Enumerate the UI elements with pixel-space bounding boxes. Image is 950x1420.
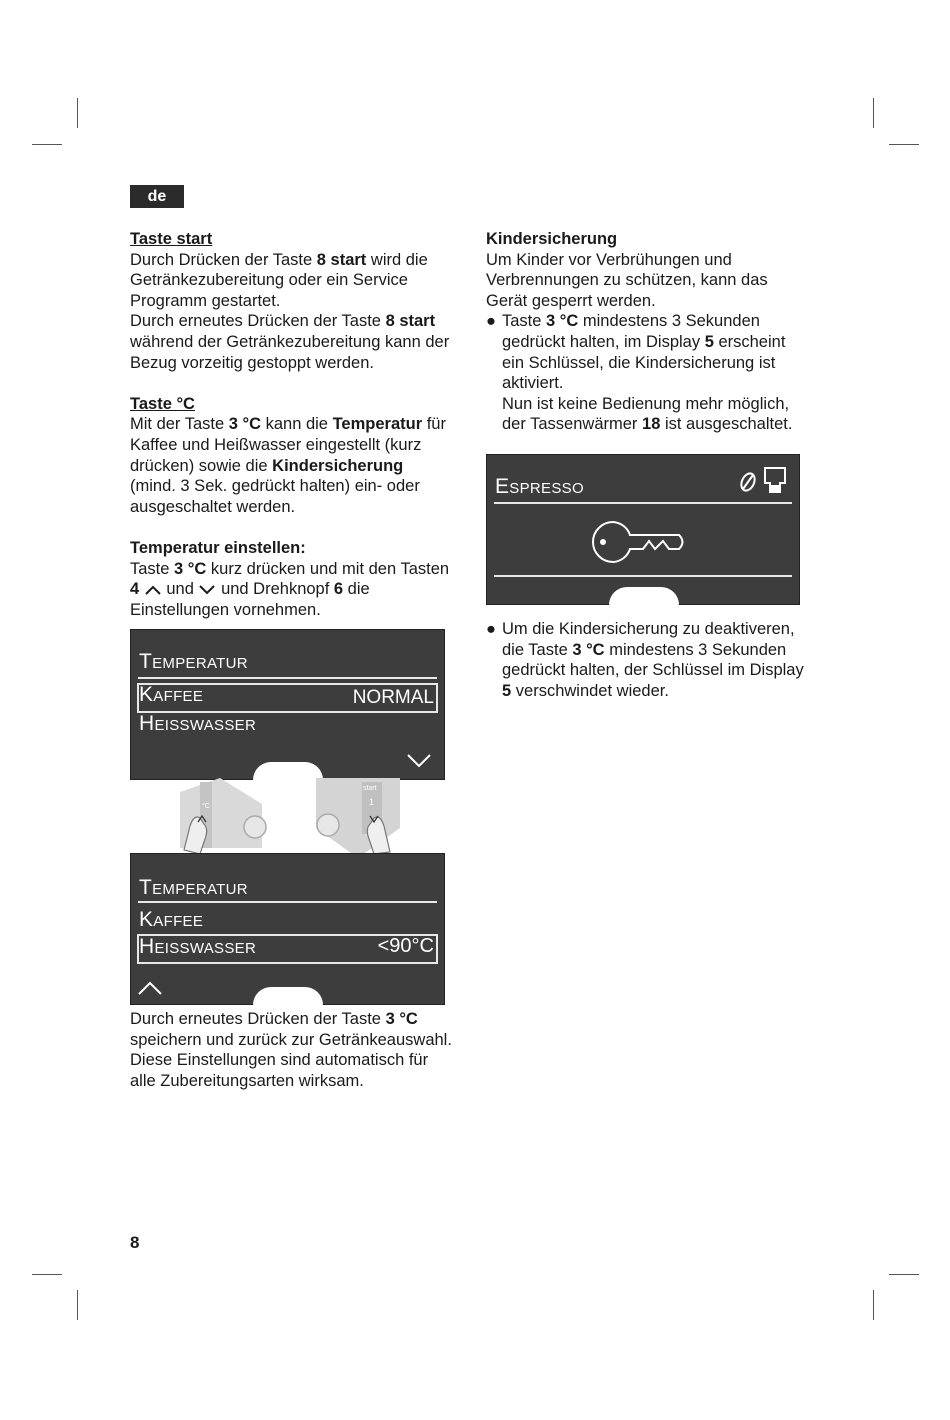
display-divider <box>494 502 792 504</box>
display-notch <box>253 987 323 1005</box>
paragraph-line: alle Zubereitungsarten wirksam. <box>130 1071 364 1090</box>
paragraph-line: drücken) sowie die Kindersicherung <box>130 456 404 475</box>
display-row-heisswasser: Heisswasser <box>139 935 257 958</box>
paragraph-line: Taste 3 °C mindestens 3 Sekunden <box>502 312 760 331</box>
list-item: ● Um die Kindersicherung zu deaktiveren, die Taste 3 °C mindestens 3 Sekunden gedrückt halten, der Schlüssel im Display 5 verschwindet wieder. <box>486 620 804 700</box>
paragraph-line: der Tassenwärmer 18 ist ausgeschaltet. <box>502 415 793 434</box>
crop-mark <box>873 98 874 128</box>
paragraph-line: während der Getränkezubereitung kann der <box>130 332 450 351</box>
crop-mark <box>32 1274 62 1275</box>
paragraph-line: Bezug vorzeitig gestoppt werden. <box>130 353 374 372</box>
paragraph-line: Nun ist keine Bedienung mehr möglich, <box>502 394 790 413</box>
paragraph-line: Kaffee und Heißwasser eingestellt (kurz <box>130 435 422 454</box>
cup-icon <box>763 465 787 495</box>
left-column <box>130 229 470 620</box>
display-title: Temperatur <box>139 650 248 673</box>
button-label-number: 1 <box>369 797 375 807</box>
display-value-normal: NORMAL <box>352 687 434 708</box>
chevron-down-icon <box>198 584 216 596</box>
page-number: 8 <box>130 1233 140 1252</box>
button-label-start: start <box>363 785 377 792</box>
paragraph-line: Getränkezubereitung oder ein Service <box>130 271 408 290</box>
paragraph-line: Durch erneutes Drücken der Taste 8 start <box>130 312 436 331</box>
chevron-up-icon <box>144 584 162 596</box>
left-bottom-text <box>130 1009 475 1091</box>
display-row-kaffee: Kaffee <box>139 683 204 706</box>
paragraph-line: Einstellungen vornehmen. <box>130 600 321 619</box>
coffee-bean-icon <box>739 471 757 493</box>
paragraph-line: speichern und zurück zur Getränkeauswahl. <box>130 1030 452 1049</box>
paragraph-line: Diese Einstellungen sind automatisch für <box>130 1051 429 1070</box>
crop-mark <box>889 144 919 145</box>
taste-start-heading: Taste start <box>130 230 213 248</box>
paragraph-line: gedrückt halten, im Display 5 erscheint <box>502 332 786 351</box>
temperature-heading: Temperatur einstellen: <box>130 538 306 557</box>
crop-mark <box>873 1290 874 1320</box>
paragraph-line: 5 verschwindet wieder. <box>502 681 669 700</box>
paragraph-line: Programm gestartet. <box>130 291 281 310</box>
kindersicherung-heading: Kindersicherung <box>486 230 618 248</box>
list-item: ● Taste 3 °C mindestens 3 Sekunden gedrückt halten, im Display 5 erscheint ein Schlüssel, die Kindersicherung ist aktiviert. Nun ist keine Bedienung mehr möglich, der Tassenwärmer 18 ist ausgeschaltet. <box>486 312 793 434</box>
paragraph-line: aktiviert. <box>502 374 564 393</box>
display-notch <box>609 587 679 605</box>
button-label-celsius: °C <box>202 803 210 810</box>
key-icon <box>591 519 687 565</box>
crop-mark <box>77 98 78 128</box>
paragraph-line: Um die Kindersicherung zu deaktiveren, <box>502 620 795 638</box>
paragraph-line: 4 und und Drehknopf 6 die <box>130 580 370 599</box>
crop-mark <box>77 1290 78 1320</box>
chevron-down-icon <box>406 753 432 769</box>
display-row-kaffee: Kaffee <box>139 908 204 931</box>
paragraph-line: gedrückt halten, der Schlüssel im Display <box>502 661 804 680</box>
taste-c-heading: Taste °C <box>130 394 195 413</box>
paragraph-line: Gerät gesperrt werden. <box>486 291 656 310</box>
paragraph-line: (mind. 3 Sek. gedrückt halten) ein- oder <box>130 477 420 496</box>
crop-mark <box>889 1274 919 1275</box>
paragraph-line: Taste 3 °C kurz drücken und mit den Tasten <box>130 559 450 578</box>
paragraph-line: die Taste 3 °C mindestens 3 Sekunden <box>502 640 787 659</box>
crop-mark <box>32 144 62 145</box>
paragraph-line: ausgeschaltet werden. <box>130 497 296 516</box>
paragraph-line: ein Schlüssel, die Kindersicherung ist <box>502 353 776 372</box>
display-title: Espresso <box>495 475 584 498</box>
display-value-temperature: <90°C <box>377 935 434 957</box>
paragraph-line: Um Kinder vor Verbrühungen und <box>486 250 732 269</box>
espresso-display-locked <box>486 454 800 605</box>
display-title: Temperatur <box>139 876 248 899</box>
temperature-display-heisswasser <box>130 853 445 1005</box>
display-divider <box>138 677 437 679</box>
display-divider <box>138 901 437 903</box>
right-bottom-text <box>486 619 831 701</box>
language-badge: de <box>130 185 184 208</box>
display-divider <box>494 575 792 577</box>
paragraph-line: Mit der Taste 3 °C kann die Temperatur für <box>130 415 446 434</box>
paragraph-line: Durch erneutes Drücken der Taste 3 °C <box>130 1010 418 1028</box>
paragraph-line: Durch Drücken der Taste 8 start wird die <box>130 250 428 269</box>
display-row-heisswasser: Heisswasser <box>139 712 257 735</box>
buttons-illustration <box>130 778 443 860</box>
temperature-display-kaffee <box>130 629 445 780</box>
chevron-up-icon <box>137 980 163 996</box>
right-column <box>486 229 826 435</box>
paragraph-line: Verbrennungen zu schützen, kann das <box>486 271 768 290</box>
